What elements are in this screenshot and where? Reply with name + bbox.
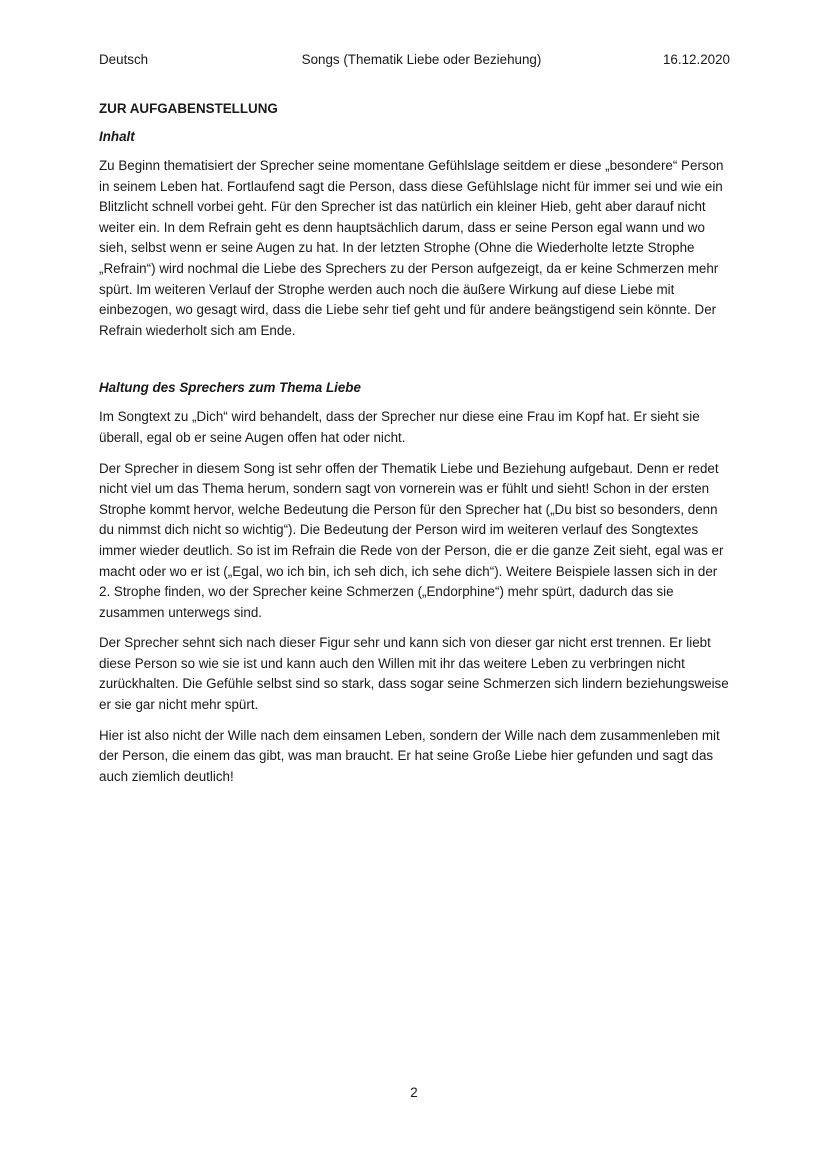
section-title: ZUR AUFGABENSTELLUNG (99, 101, 278, 116)
section-spacer (99, 351, 731, 379)
header-date: 16.12.2020 (662, 52, 730, 67)
header-title: Songs (Thematik Liebe oder Beziehung) (301, 52, 542, 67)
haltung-paragraph: Der Sprecher sehnt sich nach dieser Figur sehr und kann sich von dieser gar nicht erst trennen. Er liebt diese Person so wie sie ist und kann auch den Willen mit ihr das weitere Leben zu verbringen nicht zurückhalten. Die Gefühle selbst sind so stark, dass sogar seine Schmerzen sich lindern beziehungsweise er sie gar nicht mehr spürt. (99, 635, 729, 713)
header-subject: Deutsch (99, 52, 149, 67)
haltung-paragraph: Im Songtext zu „Dich“ wird behandelt, dass der Sprecher nur diese eine Frau im Kopf hat. Er sieht sie überall, egal ob er seine Augen offen hat oder nicht. (99, 409, 700, 445)
inhalt-heading: Inhalt (99, 129, 135, 144)
haltung-paragraph: Hier ist also nicht der Wille nach dem einsamen Leben, sondern der Wille nach dem zusammenleben mit der Person, die einem das gibt, was man braucht. Er hat seine Große Liebe hier gefunden und sagt das auch ziemlich deutlich! (99, 727, 720, 784)
inhalt-paragraph: Zu Beginn thematisiert der Sprecher seine momentane Gefühlslage seitdem er diese „besondere“ Person in seinem Leben hat. Fortlaufend sagt die Person, dass diese Gefühlslage nicht für immer sei und wie ein Blitzlicht schnell vorbei geht. Für den Sprecher ist das natürlich ein kleiner Hieb, geht aber darauf nicht weiter ein. In dem Refrain geht es denn hauptsächlich darum, dass er seine Person egal wann und wo sieh, selbst wenn er seine Augen zu hat. In der letzten Strophe (Ohne die Wiederholte letzte Strophe „Refrain“) wird nochmal die Liebe des Sprechers zu der Person aufgezeigt, da er keine Schmerzen mehr spürt. Im weiteren Verlauf der Strophe werden auch noch die äußere Wirkung auf diese Liebe mit einbezogen, wo gesagt wird, dass die Liebe sehr tief geht und für andere beängstigend sein könnte. Der Refrain wiederholt sich am Ende. (99, 158, 724, 338)
page-header (99, 50, 730, 70)
haltung-paragraph: Der Sprecher in diesem Song ist sehr offen der Thematik Liebe und Beziehung aufgebaut. Denn er redet nicht viel um das Thema herum, sondern sagt von vornerein was er fühlt und sieht! Schon in der ersten Strophe kommt hervor, welche Bedeutung die Person für den Sprecher hat („Du bist so besonders, denn du nimmst dich nicht so wichtig“). Die Bedeutung der Person wird im weiteren verlauf des Songtextes immer wieder deutlich. So ist im Refrain die Rede von der Person, die er die ganze Zeit sieht, egal was er macht oder wo er ist („Egal, wo ich bin, ich seh dich, ich sehe dich“). Weitere Beispiele lassen sich in der 2. Strophe finden, wo der Sprecher keine Schmerzen („Endorphine“) mehr spürt, dadurch das sie zusammen unterwegs sind. (99, 460, 724, 620)
document-body (99, 100, 731, 797)
haltung-heading: Haltung des Sprechers zum Thema Liebe (99, 380, 361, 396)
page-number: 2 (410, 1085, 418, 1100)
